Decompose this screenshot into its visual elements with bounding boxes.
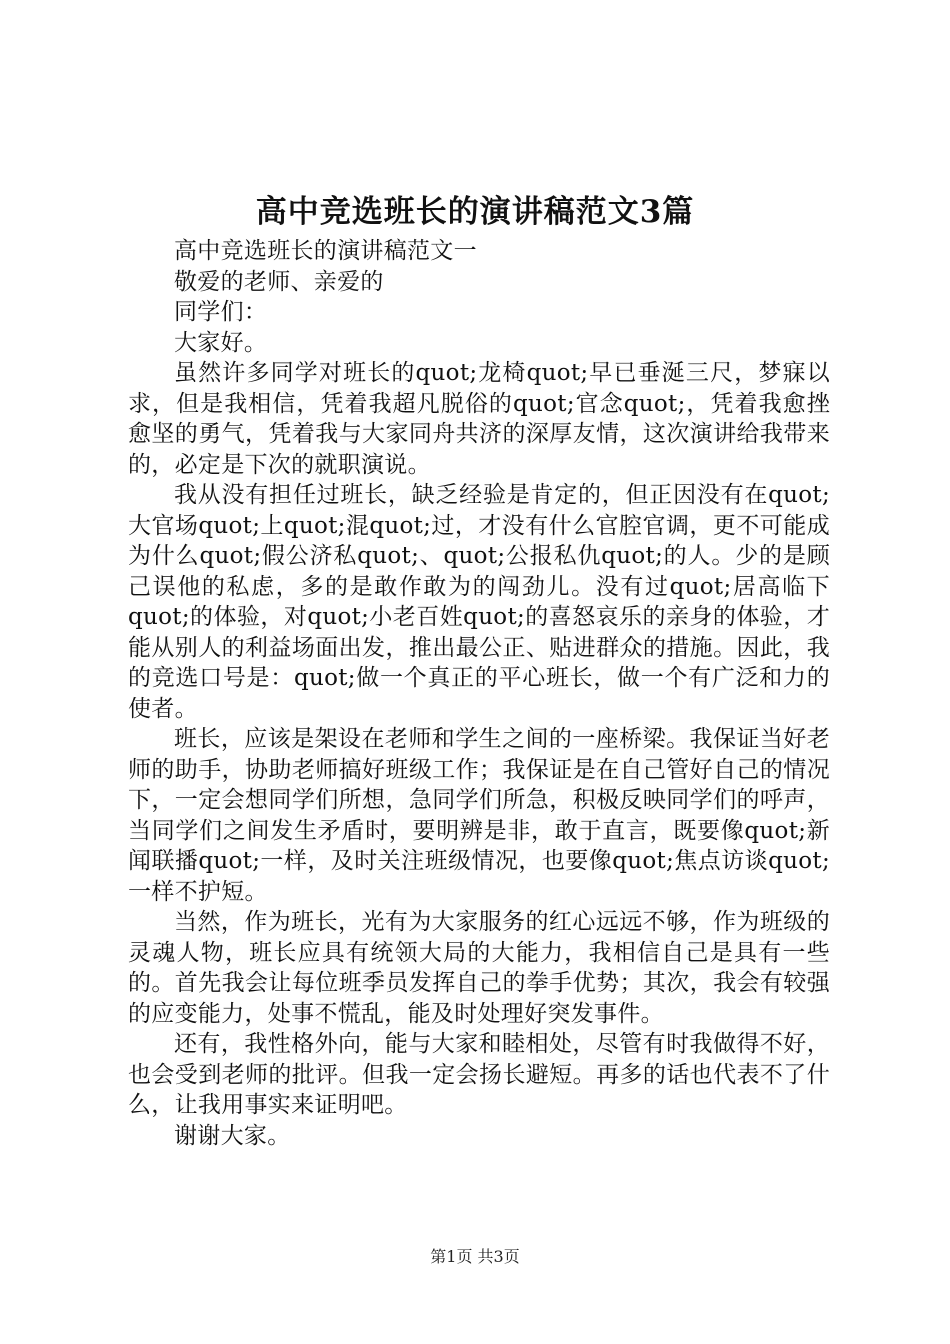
paragraph: 虽然许多同学对班长的quot;龙椅quot;早已垂涎三尺，梦寐以求，但是我相信，凭着我超凡脱俗的quot;官念quot;，凭着我愈挫愈坚的勇气，凭着我与大家同舟共济的深厚友情，这次演讲给我带来的，必定是下次的就职演说。 xyxy=(128,360,830,478)
page-number: 第1页 共3页 xyxy=(430,1247,520,1266)
paragraph-greeting: 大家好。 xyxy=(174,329,268,356)
paragraph-closing: 谢谢大家。 xyxy=(174,1122,291,1149)
document-body xyxy=(128,236,830,1151)
paragraph-salutation-cont: 同学们： xyxy=(174,299,268,325)
paragraph-subtitle: 高中竞选班长的演讲稿范文一 xyxy=(174,238,477,264)
paragraph: 我从没有担任过班长，缺乏经验是肯定的，但正因没有在quot;大官场quot;上quot;混quot;过，才没有什么官腔官调，更不可能成为什么quot;假公济私quot;、quot;公报私仇quot;的人。少的是顾己误他的私虑，多的是敢作敢为的闯劲儿。没有过quot;居高临下quot;的体验，对quot;小老百姓quot;的喜怒哀乐的亲身的体验，才能从别人的利益场面出发，推出最公正、贴进群众的措施。因此，我的竞选口号是：quot;做一个真正的平心班长，做一个有广泛和力的使者。 xyxy=(128,482,830,722)
paragraph: 当然，作为班长，光有为大家服务的红心远远不够，作为班级的灵魂人物，班长应具有统领大局的大能力，我相信自己是具有一些的。首先我会让每位班季员发挥自己的拳手优势；其次，我会有较强的应变能力，处事不慌乱，能及时处理好突发事件。 xyxy=(128,909,830,1027)
document-title: 高中竞选班长的演讲稿范文3篇 xyxy=(255,194,695,230)
paragraph: 还有，我性格外向，能与大家和睦相处，尽管有时我做得不好，也会受到老师的批评。但我一定会扬长避短。再多的话也代表不了什么，让我用事实来证明吧。 xyxy=(128,1031,830,1118)
paragraph: 班长，应该是架设在老师和学生之间的一座桥梁。我保证当好老师的助手，协助老师搞好班级工作；我保证是在自己管好自己的情况下，一定会想同学们所想，急同学们所急，积极反映同学们的呼声，当同学们之间发生矛盾时，要明辨是非，敢于直言，既要像quot;新闻联播quot;一样，及时关注班级情况，也要像quot;焦点访谈quot;一样不护短。 xyxy=(128,726,830,905)
paragraph-salutation: 敬爱的老师、亲爱的 xyxy=(174,268,384,295)
